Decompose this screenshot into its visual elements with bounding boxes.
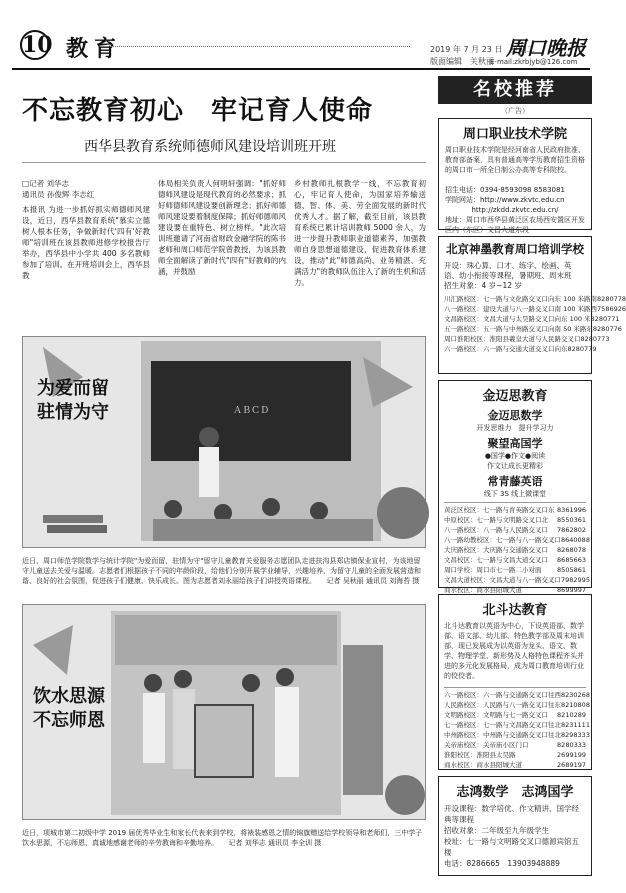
classroom-photo [23,337,427,549]
school5-students: 招收对象：二年级至九年级学生 [444,826,549,835]
branch-name: 中原校区：七一路与文明路交叉口北 [444,516,548,524]
branch-phone: 8298333 [561,731,590,739]
branch-phone: 7586926 [597,305,626,313]
branch-row [444,334,610,344]
school5-name: 志鸿数学 志鸿国学 [456,785,574,800]
branch-name: 文昌校区：七一路与文昌大道交叉口 [444,556,548,564]
branch-row [444,294,626,304]
branch-row [444,545,586,555]
branch-phone: 8280333 [557,741,586,749]
branch-phone: 8280778 [597,295,626,303]
school1-address: 地址：周口市西华县黄泛区农场西安置区开发区内（东区）文昌大道东段 [445,216,585,234]
school3-course1: 金迈思数学 [487,409,543,422]
branch-name: 文明路校区：文明路与七一路交叉口 [444,711,548,719]
branch-name: 商水校区：商水县阳城大道 [444,586,522,594]
branch-phone: 2689197 [557,761,586,769]
branch-row [444,710,586,720]
branch-name: 八一路校区：建设大道与八一路交叉口南 100 米路西 [444,305,598,313]
branch-phone: 8231111 [561,721,590,729]
school4-name: 北斗达教育 [482,603,548,618]
branch-name: 八一路幼教校区：七一路与八一路交叉口 [444,536,561,544]
school1-desc: 周口职业技术学院是经河南省人民政府批准、教育部备案，具有普通高等学历教育招生资格的周口市一所全日制公办高等专科院校。 [445,146,585,174]
branch-name: 人民路校区：人民路与八一路交叉口往东 [444,701,561,709]
school3-course2: 聚望高国学 [487,437,543,450]
branch-row [444,730,590,740]
branch-phone: 8361996 [557,506,586,514]
school3-course3-tag: 线下 3S 线上微课堂 [483,490,547,498]
branch-row [444,515,586,525]
article-column-2: 体局相关负责人何明轩强调："抓好师德师风建设是现代教育的必然要求；抓好师德师风建设要创新理念；抓好师德师风建设要着制度保障；抓好师德师风建设要在重特色、树立榜样。"此次培训班邀请了河南省财政金融学院的陈书老师和周口师范学院曾教授，为该县教师全面解读了新时代"四有"好教师的内涵，并鼓励 [158,179,286,276]
photo2-title [33,685,105,733]
article-column-3: 乡村教师扎根教学一线，不忘教育初心，牢记育人使命，为国家培养输送德、智、体、美、劳全面发展的新时代优秀人才。据了解，截至目前，该县教育系统已累计培训教师 5000 余人，为进一步提升教师职业道德素养，加强教师自身思想道德建设，促进教育体系建设，推动"此"师德高尚、业务精湛、充满活力"的教师队伍注入了新的生机和活力。 [294,179,426,287]
branch-name: 文昌路校区：文昌大道与太昊路交叉口向东 100 米 [444,315,591,323]
contact-email: E-mail:zkrbjyb@126.com [490,58,578,66]
branch-phone: 8230268 [561,691,590,699]
school5-phone: 电话：8286665 13903948889 [444,859,560,868]
branch-row [444,720,590,730]
branch-name: 八一路校区：八一路与人民路交叉口 [444,526,548,534]
branch-phone: 2699199 [557,751,586,759]
branch-phone: 8280776 [592,325,622,333]
newspaper-logo: 周口晚报 [506,36,586,60]
branch-name: 关帝庙校区：关帝庙小区门口 [444,741,529,749]
photo1-title [37,377,109,425]
branch-name: 周口学校：周口市七一路二小对面 [444,566,542,574]
branch-phone: 8685663 [557,556,586,564]
branch-row [444,324,622,334]
branch-phone: 8210808 [561,701,590,709]
school2-name: 北京神墨教育周口培训学校 [446,242,584,256]
school1-web: 学院网站：http://www.zkvtc.edu.cn [445,196,565,204]
article-rule [22,162,426,163]
school4-branch-list [444,687,590,770]
school3-course2-tag2: 作文让成长更精彩 [487,462,543,470]
section-title: 教育 [66,36,123,62]
branch-phone: 8280773 [580,335,610,343]
svg-text:ＡＢＣＤ: ＡＢＣＤ [233,406,270,416]
photo1-title-line2: 驻情为守 [37,402,109,423]
branch-row [444,575,590,585]
branch-name: 川汇路校区：七一路与文化路交叉口向东 100 米路南 [444,295,598,303]
branch-name: 五一路校区：五一路与中州路交叉口向南 50 米路东 [444,325,593,333]
ad-zhoukou-vocational [438,118,592,234]
article-column-1: 本报讯 为进一步抓好抓实师德师风建设，近日，西华县教育系统"慕实立德树人根本任务，争做新时代'四有'好教师"培训班在该县教师进修学校报告厅举办，西华县中小学共 400 多名教师参加了培训。在开班培训会上，西华县教 [22,205,150,280]
branch-row [444,505,586,515]
photo2-caption: 近日，项城市第二初级中学 2019 届优秀毕业生和家长代表来到学校，将裱装感恩之情的锦旗赠送给学校领导和老师们，三中学子饮水思源，不忘师恩，真诚地感谢老师的辛劳教诲和辛勤培养。 记者 刘华志 通讯员 李全训 摄 [22,829,423,847]
branch-name: 大庆路校区：大庆路与交通路交叉口 [444,546,548,554]
branch-name: 淮阳校区：淮阳县太昊路 [444,751,516,759]
branch-row [444,555,586,565]
article-byline [22,178,122,200]
school1-phone: 招生电话：0394-8593098 8583081 [445,186,565,194]
branch-phone: 8280771 [590,315,620,323]
sidebar-header: 名校推荐 [438,76,592,104]
page-number: 10 [22,32,53,58]
header-divider [110,46,410,47]
branch-phone: 8550361 [557,516,586,524]
school3-course1-tag: 开发思维力 提升学习力 [476,424,554,432]
branch-row [444,760,586,770]
school2-age: 招生对象：4 岁~12 岁 [444,281,522,290]
branch-row [444,565,586,575]
article-headline: 不忘教育初心 牢记育人使命 [22,96,374,126]
article-subhead: 西华县教育系统师德师风建设培训班开班 [84,139,336,155]
photo1-title-line1: 为爱而留 [37,378,109,399]
branch-name: 文昌大道校区：文昌大道与八一路交叉口 [444,576,561,584]
branch-name: 黄泛区校区：七一路与育英路交叉口东 [444,506,555,514]
school2-branch-list [444,294,626,354]
branch-row [444,344,597,354]
branch-row [444,690,590,700]
branch-name: 七一路校区：七一路与文昌路交叉口往北 [444,721,561,729]
school3-course2-tag: ●国学●作文●阅读 [484,452,546,460]
branch-name: 中州路校区：中州路与交通路交叉口往北 [444,731,561,739]
ad-jinmaisi [438,380,592,594]
school5-address: 校址：七一路与文明路交叉口德源宾馆五楼 [444,837,579,857]
school5-courses: 开设课程：数学培优、作文精讲、国学经典等课程 [444,804,579,824]
photo-classroom-frame [22,336,426,548]
branch-row [444,304,626,314]
ad-beidouda [438,594,592,770]
school4-desc: 北斗达教育以英语为中心，下设英语部、数学部、语文部、幼儿部、特色教学部及周末培训部，现已发展成为以英语为龙头、语文、数学、物理学堂、新形势及人格特色课程齐头并进的多元化发展格局，成为周口教育培训行业的佼佼者。 [444,622,584,680]
branch-phone: 8640088 [561,536,590,544]
branch-row [444,740,586,750]
branch-row [444,535,590,545]
branch-phone: 8505861 [557,566,586,574]
photo2-title-line1: 饮水思源 [33,686,105,707]
header-rule [12,68,590,70]
branch-name: 六一路校区：六一路与交通大道交叉口向东 [444,345,568,353]
byline-reporter: □记者 刘华志 [22,179,69,188]
issue-date: 2019 年 7 月 23 日 星期二 [430,45,535,54]
branch-phone: 8280779 [567,345,597,353]
photo-banner-frame [22,604,426,820]
branch-row [444,314,620,324]
branch-name: 商水校区：商水县阳城大道 [444,761,522,769]
branch-phone: 7862802 [557,526,586,534]
branch-phone: 8268078 [557,546,586,554]
school3-branch-list [444,502,590,605]
branch-row [444,700,590,710]
school1-name: 周口职业技术学院 [462,127,567,142]
school3-course3: 常青藤英语 [487,475,543,488]
page-editor: 版面编辑 关秋丽 [430,57,494,66]
school2-desc: 开设：珠心算、口才、练字、绘画、英语、幼小衔接等课程，暑期班、周末班 [444,261,572,280]
branch-row [444,750,586,760]
sidebar-ad-note: （广告） [501,107,529,115]
photo1-caption: 近日，周口师范学院数学与统计学院"为爱而留，驻情为守"留守儿童教育关爱服务志愿团队走进扶沟县郑店镇保业宣村，为该地留守儿童送去关爱与温暖。志愿者们根据孩子不同的年龄阶段，给他们分别开展学业辅导，兴趣培养，为留守儿童的全面发展营造和谐、良好的社会氛围，促进孩子们健康、快乐成长。图为志愿者刘永丽给孩子们讲授英语课程。 记者 吴秋丽 通讯员 刘海苔 摄 [22,557,421,585]
school1-web2: http://zkdd.zkvtc.edu.cn/ [471,206,559,214]
branch-phone: 7982995 [561,576,590,584]
branch-row [444,525,586,535]
photo2-title-line2: 不忘师恩 [33,710,105,731]
ad-shenmo [438,236,626,374]
byline-correspondents: 通讯员 孙俊辉 李志红 [22,190,95,199]
branch-phone: 8210289 [557,711,586,719]
branch-name: 周口淮阳校区：淮阳县羲皇大道与人民路交叉口 [444,335,581,343]
branch-phone: 8699997 [557,586,586,594]
ad-zhihong [438,776,592,876]
branch-name: 六一路校区：六一路与交通路交叉口往西 [444,691,561,699]
school3-name: 金迈思教育 [482,389,548,404]
